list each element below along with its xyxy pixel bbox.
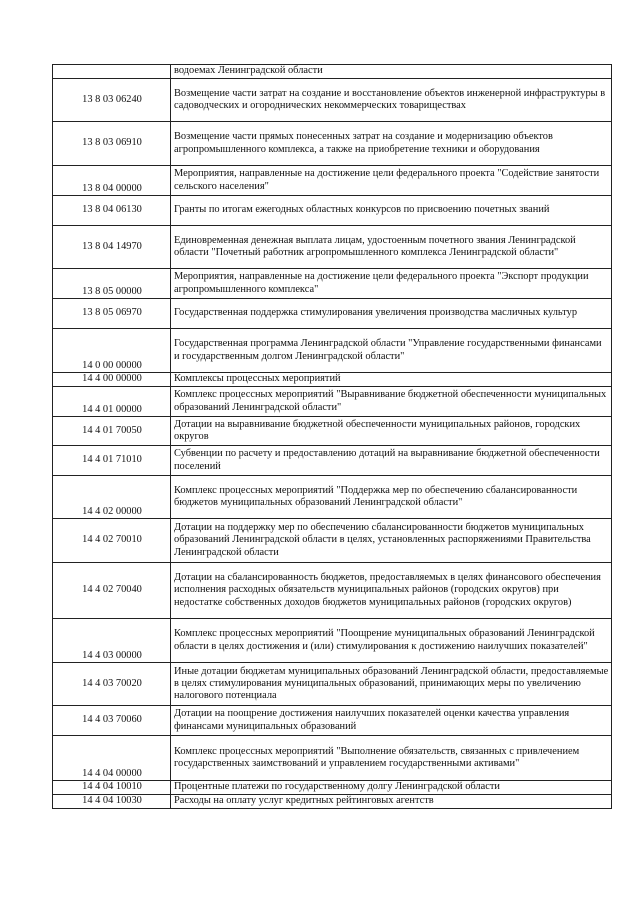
row-code-cell: 14 4 03 70060 xyxy=(53,706,171,736)
table-row xyxy=(53,736,612,781)
table-row xyxy=(53,781,612,795)
table-row xyxy=(53,706,612,736)
row-code-cell: 14 4 03 70020 xyxy=(53,663,171,706)
row-description-cell: Комплекс процессных мероприятий "Выполнение обязательств, связанных с привлечением государственных заимствований и управлением государственными активами" xyxy=(171,736,612,781)
row-code-cell: 14 4 01 71010 xyxy=(53,446,171,476)
row-code-cell: 14 4 02 70010 xyxy=(53,519,171,563)
row-code-cell: 14 4 02 00000 xyxy=(53,476,171,519)
table-row xyxy=(53,166,612,196)
row-description-cell: Комплекс процессных мероприятий "Поддержка мер по обеспечению сбалансированности бюджетов муниципальных образований Ленинградской области" xyxy=(171,476,612,519)
row-description-cell: Возмещение части прямых понесенных затрат на создание и модернизацию объектов агропромышленного комплекса, а также на приобретение техники и оборудования xyxy=(171,122,612,166)
row-description-cell: Дотации на выравнивание бюджетной обеспеченности муниципальных районов, городских округов xyxy=(171,417,612,446)
row-code-cell: 13 8 04 00000 xyxy=(53,166,171,196)
row-code-cell: 14 4 03 00000 xyxy=(53,619,171,663)
row-code-cell: 13 8 04 06130 xyxy=(53,196,171,226)
row-code-cell: 14 0 00 00000 xyxy=(53,329,171,373)
table-row xyxy=(53,299,612,329)
row-description-cell: Субвенции по расчету и предоставлению дотаций на выравнивание бюджетной обеспеченности поселений xyxy=(171,446,612,476)
row-code-cell: 13 8 05 00000 xyxy=(53,269,171,299)
row-code-cell: 14 4 04 10030 xyxy=(53,795,171,809)
table-row xyxy=(53,519,612,563)
row-code-cell: 14 4 04 00000 xyxy=(53,736,171,781)
row-description-cell: Мероприятия, направленные на достижение цели федерального проекта "Экспорт продукции агропромышленного комплекса" xyxy=(171,269,612,299)
row-code-cell: 13 8 03 06910 xyxy=(53,122,171,166)
table-row xyxy=(53,795,612,809)
table-row xyxy=(53,196,612,226)
row-code-cell: 13 8 05 06970 xyxy=(53,299,171,329)
table-row xyxy=(53,79,612,122)
row-description-cell: Иные дотации бюджетам муниципальных образований Ленинградской области, предоставляемые в целях стимулирования муниципальных образований, принимающих меры по увеличению налогового потенциала xyxy=(171,663,612,706)
row-description-cell: Комплекс процессных мероприятий "Выравнивание бюджетной обеспеченности муниципальных образований Ленинградской области" xyxy=(171,387,612,417)
table-row xyxy=(53,663,612,706)
row-description-cell: Процентные платежи по государственному долгу Ленинградской области xyxy=(171,781,612,795)
table-row xyxy=(53,373,612,387)
table-row xyxy=(53,417,612,446)
row-description-cell: водоемах Ленинградской области xyxy=(171,65,612,79)
table-row xyxy=(53,619,612,663)
row-description-cell: Дотации на сбалансированность бюджетов, предоставляемых в целях финансового обеспечения исполнения расходных обязательств муниципальных районов (городских округов) при недостатке собственных доходов бюджетов муниципальных районов (городских округов) xyxy=(171,563,612,619)
budget-classification-table xyxy=(52,64,612,809)
table-row xyxy=(53,446,612,476)
row-description-cell: Государственная программа Ленинградской области "Управление государственными финансами и государственным долгом Ленинградской области" xyxy=(171,329,612,373)
table-row xyxy=(53,65,612,79)
table-row xyxy=(53,226,612,269)
row-description-cell: Гранты по итогам ежегодных областных конкурсов по присвоению почетных званий xyxy=(171,196,612,226)
row-description-cell: Государственная поддержка стимулирования увеличения производства масличных культур xyxy=(171,299,612,329)
table-row xyxy=(53,387,612,417)
row-description-cell: Комплексы процессных мероприятий xyxy=(171,373,612,387)
table-row xyxy=(53,476,612,519)
row-description-cell: Мероприятия, направленные на достижение цели федерального проекта "Содействие занятости сельского населения" xyxy=(171,166,612,196)
row-description-cell: Возмещение части затрат на создание и восстановление объектов инженерной инфраструктуры в садоводческих и огороднических некоммерческих товариществах xyxy=(171,79,612,122)
row-code-cell: 14 4 02 70040 xyxy=(53,563,171,619)
row-code-cell: 14 4 04 10010 xyxy=(53,781,171,795)
row-code-cell: 13 8 04 14970 xyxy=(53,226,171,269)
row-description-cell: Дотации на поддержку мер по обеспечению сбалансированности бюджетов муниципальных образований Ленинградской области в целях, установленных распоряжениями Правительства Ленинградской области xyxy=(171,519,612,563)
row-code-cell: 14 4 01 00000 xyxy=(53,387,171,417)
row-description-cell: Комплекс процессных мероприятий "Поощрение муниципальных образований Ленинградской области в целях достижения и (или) стимулирования к достижению наилучших показателей" xyxy=(171,619,612,663)
row-description-cell: Расходы на оплату услуг кредитных рейтинговых агентств xyxy=(171,795,612,809)
table-row xyxy=(53,563,612,619)
row-code-cell: 14 4 01 70050 xyxy=(53,417,171,446)
row-code-cell: 13 8 03 06240 xyxy=(53,79,171,122)
table-row xyxy=(53,269,612,299)
row-description-cell: Дотации на поощрение достижения наилучших показателей оценки качества управления финансами муниципальных образований xyxy=(171,706,612,736)
row-code-cell xyxy=(53,65,171,79)
row-code-cell: 14 4 00 00000 xyxy=(53,373,171,387)
table-row xyxy=(53,329,612,373)
row-description-cell: Единовременная денежная выплата лицам, удостоенным почетного звания Ленинградской области "Почетный работник агропромышленного комплекса Ленинградской области" xyxy=(171,226,612,269)
table-row xyxy=(53,122,612,166)
